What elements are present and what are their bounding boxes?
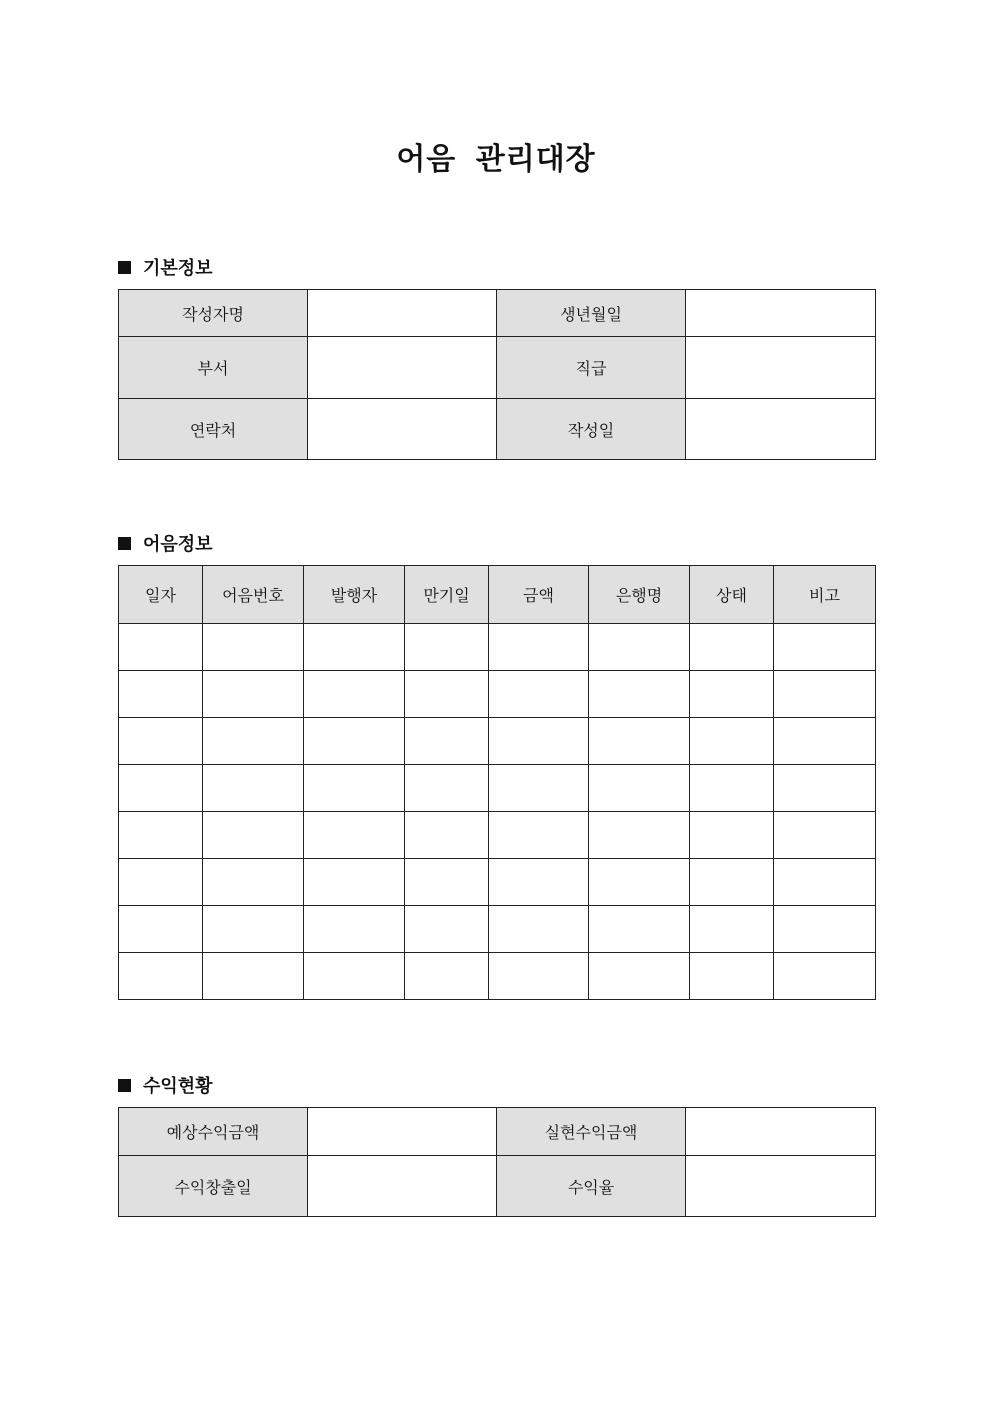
column-header: 발행자 <box>304 566 405 624</box>
realized-profit-field[interactable] <box>686 1108 876 1156</box>
table-cell[interactable] <box>690 718 774 765</box>
column-header: 만기일 <box>405 566 489 624</box>
table-cell[interactable] <box>489 953 589 1000</box>
profit-rate-field[interactable] <box>686 1156 876 1217</box>
table-cell[interactable] <box>405 812 489 859</box>
table-cell[interactable] <box>489 906 589 953</box>
profit-info-heading <box>118 1072 213 1098</box>
table-cell[interactable] <box>690 671 774 718</box>
table-cell[interactable] <box>119 859 203 906</box>
table-cell[interactable] <box>690 624 774 671</box>
table-cell[interactable] <box>774 906 876 953</box>
table-cell[interactable] <box>774 859 876 906</box>
table-cell[interactable] <box>489 812 589 859</box>
table-row <box>119 906 876 953</box>
table-cell[interactable] <box>405 859 489 906</box>
table-cell[interactable] <box>589 671 690 718</box>
table-cell[interactable] <box>589 859 690 906</box>
table-header-row <box>119 566 876 624</box>
column-header: 어음번호 <box>203 566 304 624</box>
position-label: 직급 <box>497 337 686 399</box>
table-cell[interactable] <box>119 812 203 859</box>
table-cell[interactable] <box>119 765 203 812</box>
table-cell[interactable] <box>489 859 589 906</box>
column-header: 비고 <box>774 566 876 624</box>
table-cell[interactable] <box>774 812 876 859</box>
square-bullet-icon <box>118 537 131 550</box>
table-cell[interactable] <box>489 671 589 718</box>
table-cell[interactable] <box>489 718 589 765</box>
table-cell[interactable] <box>203 906 304 953</box>
table-cell[interactable] <box>774 718 876 765</box>
table-row <box>119 1156 876 1217</box>
table-row <box>119 671 876 718</box>
table-cell[interactable] <box>405 671 489 718</box>
table-cell[interactable] <box>589 624 690 671</box>
note-info-heading-text: 어음정보 <box>143 534 213 555</box>
table-row <box>119 812 876 859</box>
table-row <box>119 718 876 765</box>
table-cell[interactable] <box>690 765 774 812</box>
table-cell[interactable] <box>304 765 405 812</box>
table-row <box>119 765 876 812</box>
table-cell[interactable] <box>774 671 876 718</box>
table-cell[interactable] <box>203 765 304 812</box>
author-name-field[interactable] <box>308 290 497 337</box>
department-field[interactable] <box>308 337 497 399</box>
department-label: 부서 <box>119 337 308 399</box>
table-cell[interactable] <box>690 859 774 906</box>
table-cell[interactable] <box>304 812 405 859</box>
table-cell[interactable] <box>405 718 489 765</box>
expected-profit-field[interactable] <box>308 1108 497 1156</box>
note-info-heading <box>118 530 213 556</box>
table-cell[interactable] <box>203 812 304 859</box>
square-bullet-icon <box>118 261 131 274</box>
position-field[interactable] <box>686 337 876 399</box>
column-header: 금액 <box>489 566 589 624</box>
page-title: 어음 관리대장 <box>396 142 596 177</box>
column-header: 상태 <box>690 566 774 624</box>
table-cell[interactable] <box>405 624 489 671</box>
table-cell[interactable] <box>489 765 589 812</box>
profit-date-label: 수익창출일 <box>119 1156 308 1217</box>
note-info-table <box>118 565 876 1000</box>
written-date-label: 작성일 <box>497 399 686 460</box>
basic-info-heading <box>118 254 213 280</box>
profit-info-heading-text: 수익현황 <box>143 1076 213 1097</box>
table-cell[interactable] <box>119 906 203 953</box>
birth-date-label: 생년월일 <box>497 290 686 337</box>
table-cell[interactable] <box>489 624 589 671</box>
table-cell[interactable] <box>119 671 203 718</box>
table-row <box>119 399 876 460</box>
column-header: 일자 <box>119 566 203 624</box>
basic-info-table <box>118 289 876 460</box>
table-cell[interactable] <box>304 906 405 953</box>
square-bullet-icon <box>118 1079 131 1092</box>
table-cell[interactable] <box>304 953 405 1000</box>
table-row <box>119 290 876 337</box>
table-cell[interactable] <box>119 624 203 671</box>
profit-info-table <box>118 1107 876 1217</box>
table-cell[interactable] <box>690 953 774 1000</box>
table-cell[interactable] <box>203 624 304 671</box>
table-cell[interactable] <box>304 671 405 718</box>
table-cell[interactable] <box>203 718 304 765</box>
table-cell[interactable] <box>304 624 405 671</box>
column-header: 은행명 <box>589 566 690 624</box>
table-cell[interactable] <box>589 812 690 859</box>
table-cell[interactable] <box>119 718 203 765</box>
table-row <box>119 859 876 906</box>
table-cell[interactable] <box>690 906 774 953</box>
table-row <box>119 624 876 671</box>
table-cell[interactable] <box>405 906 489 953</box>
profit-date-field[interactable] <box>308 1156 497 1217</box>
table-row <box>119 1108 876 1156</box>
contact-field[interactable] <box>308 399 497 460</box>
table-cell[interactable] <box>589 906 690 953</box>
table-cell[interactable] <box>589 953 690 1000</box>
written-date-field[interactable] <box>686 399 876 460</box>
table-cell[interactable] <box>774 765 876 812</box>
realized-profit-label: 실현수익금액 <box>497 1108 686 1156</box>
table-cell[interactable] <box>203 671 304 718</box>
table-cell[interactable] <box>203 953 304 1000</box>
table-cell[interactable] <box>405 953 489 1000</box>
basic-info-heading-text: 기본정보 <box>143 258 213 279</box>
table-row <box>119 953 876 1000</box>
expected-profit-label: 예상수익금액 <box>119 1108 308 1156</box>
table-cell[interactable] <box>304 859 405 906</box>
contact-label: 연락처 <box>119 399 308 460</box>
table-cell[interactable] <box>589 765 690 812</box>
table-cell[interactable] <box>774 624 876 671</box>
table-cell[interactable] <box>304 718 405 765</box>
table-cell[interactable] <box>690 812 774 859</box>
profit-rate-label: 수익율 <box>497 1156 686 1217</box>
table-row <box>119 337 876 399</box>
table-cell[interactable] <box>203 859 304 906</box>
author-name-label: 작성자명 <box>119 290 308 337</box>
table-cell[interactable] <box>589 718 690 765</box>
birth-date-field[interactable] <box>686 290 876 337</box>
table-cell[interactable] <box>405 765 489 812</box>
table-cell[interactable] <box>119 953 203 1000</box>
table-cell[interactable] <box>774 953 876 1000</box>
